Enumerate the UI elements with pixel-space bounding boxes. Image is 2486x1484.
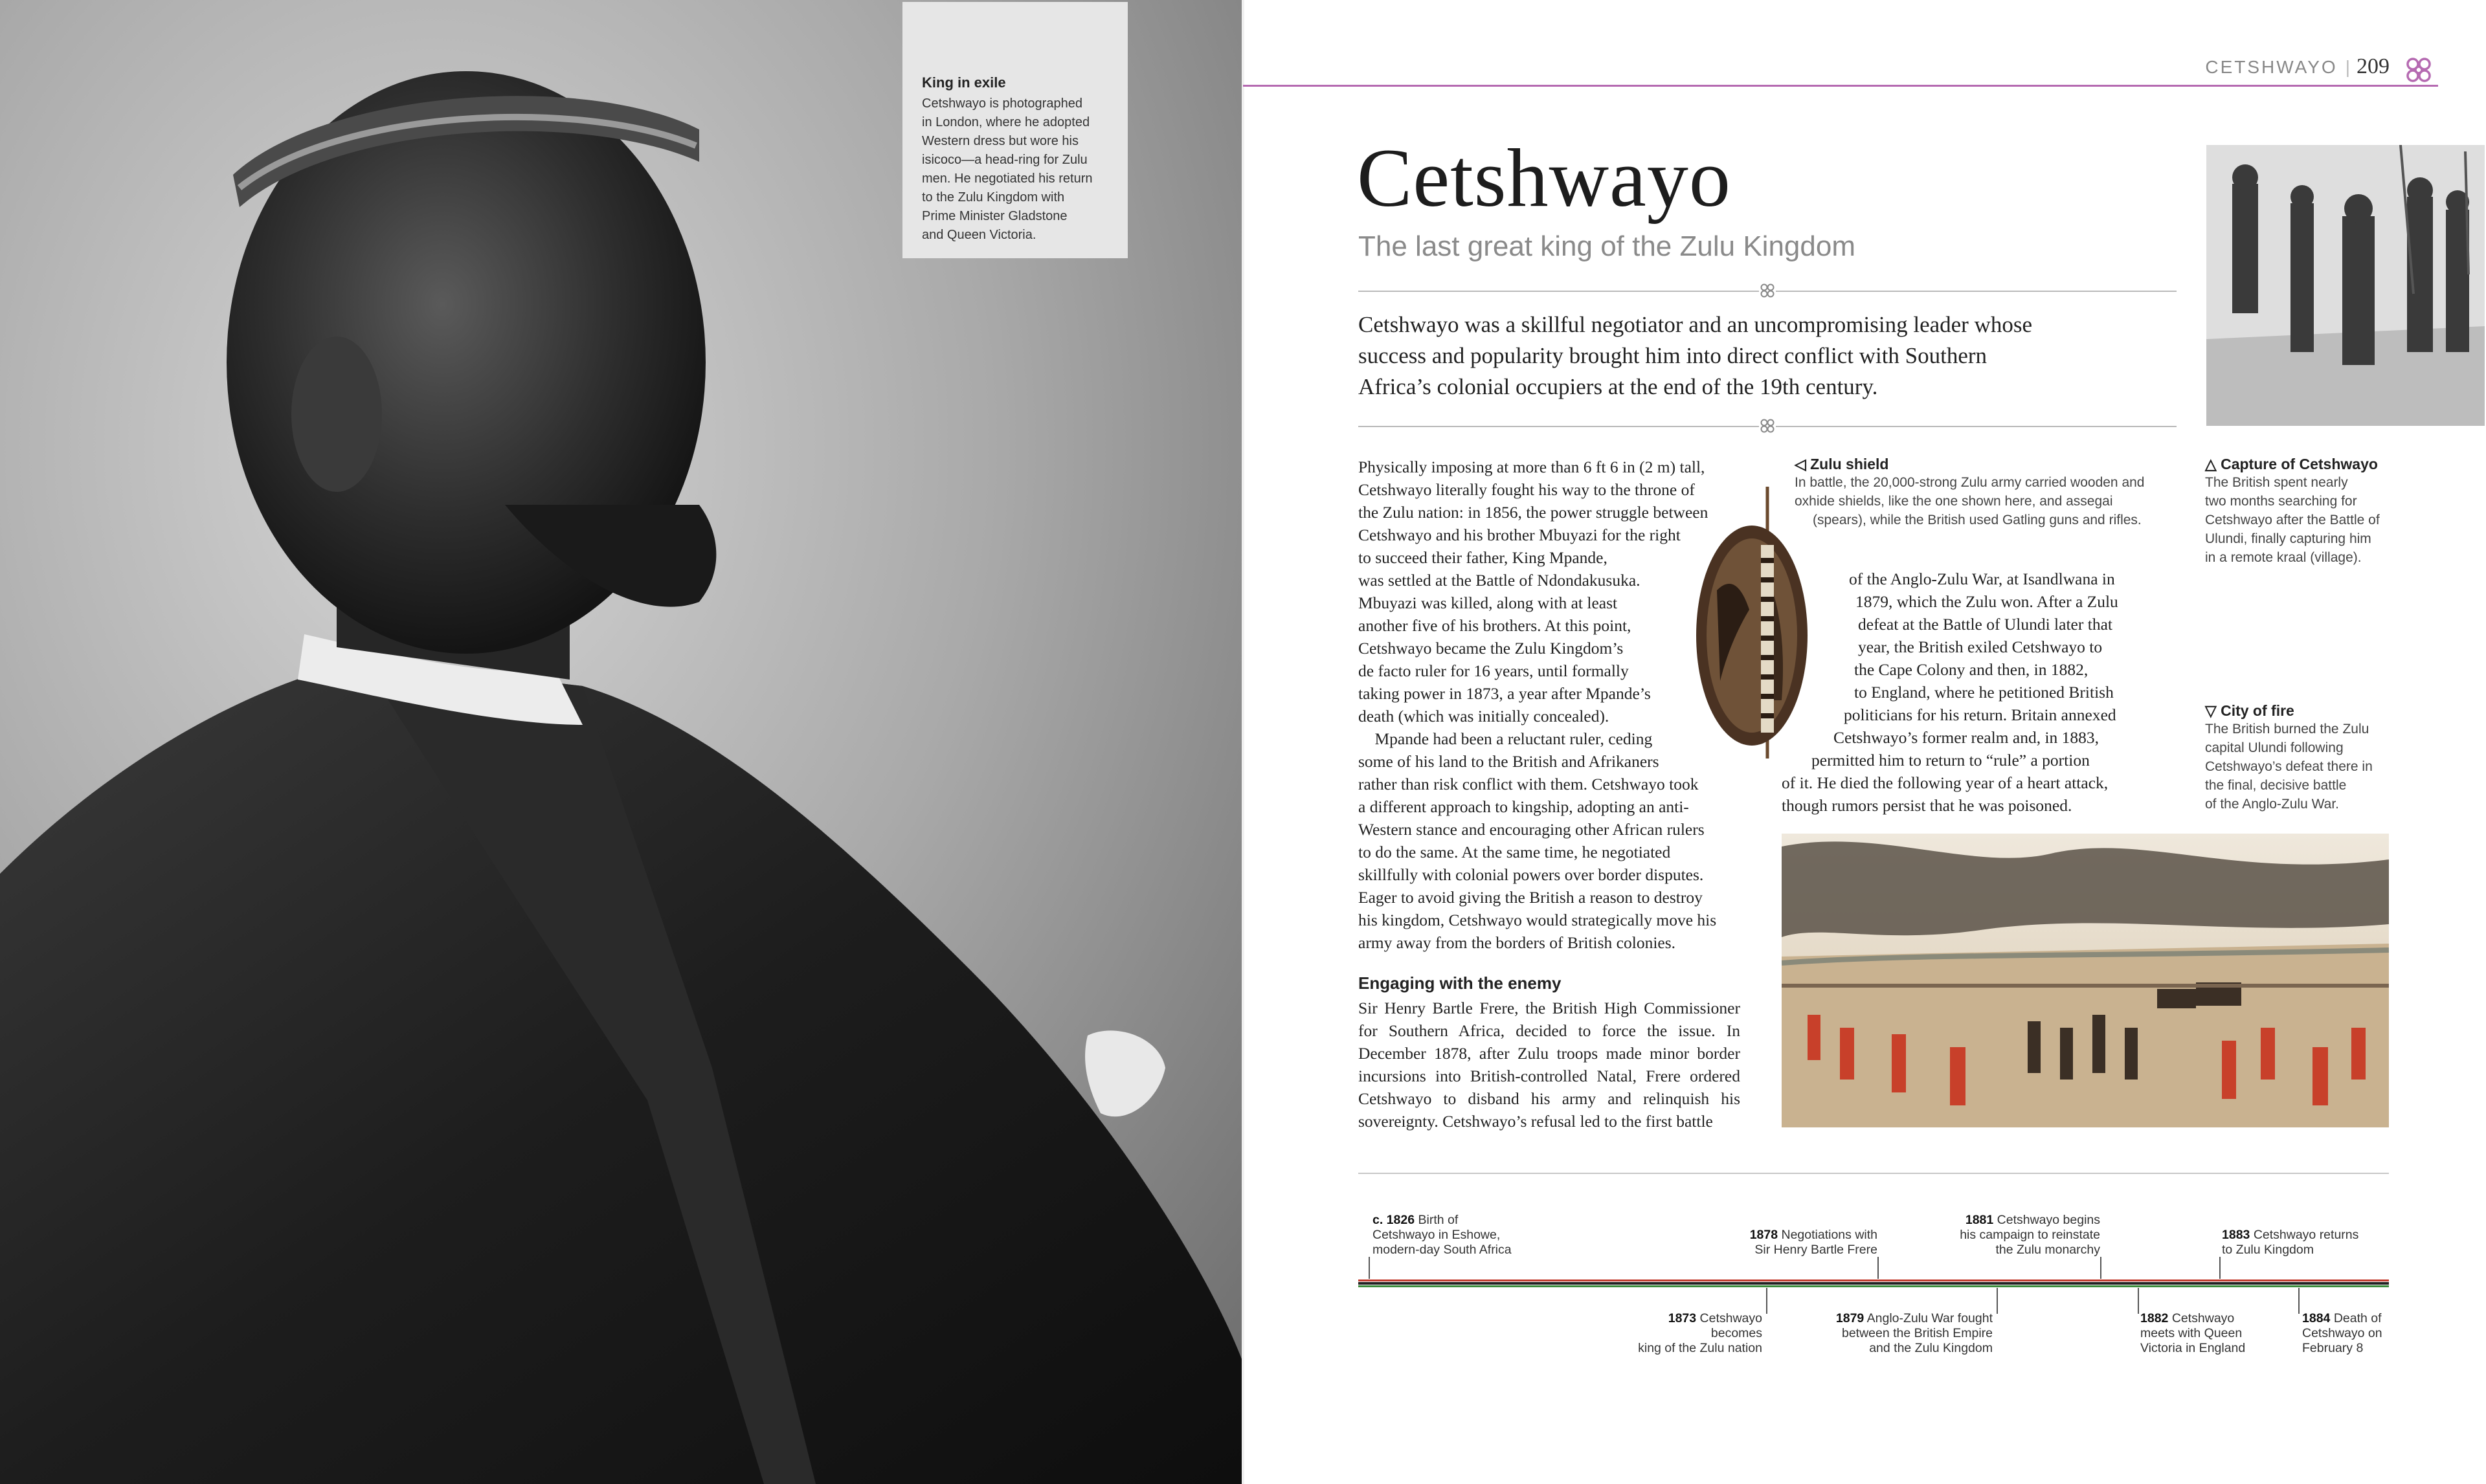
article-subtitle: The last great king of the Zulu Kingdom: [1358, 230, 1855, 262]
intro-line: Africa’s colonial occupiers at the end of the 19th century.: [1358, 374, 1878, 399]
timeline-text: Sir Henry Bartle Frere: [1754, 1243, 1877, 1257]
caption-line: to the Zulu Kingdom with: [922, 190, 1065, 205]
city-of-fire-caption-title: [2205, 702, 2393, 720]
photo-caption-box: [902, 2, 1128, 258]
running-head-text: CETSHWAYO: [2205, 57, 2338, 77]
timeline-tick: [2100, 1257, 2101, 1279]
body-line: of it. He died the following year of a heart attack,: [1782, 773, 2109, 792]
capture-caption: [2205, 456, 2393, 567]
body-line: the Zulu nation: in 1856, the power struggle between: [1358, 503, 1708, 522]
timeline-text: Anglo-Zulu War fought: [1866, 1311, 1993, 1325]
timeline-text: Cetshwayo: [2171, 1311, 2235, 1325]
caption-line: Western dress but wore his: [922, 134, 1079, 148]
timeline-text: the Zulu monarchy: [1995, 1243, 2100, 1257]
capture-caption-line: Ulundi, finally capturing him: [2205, 531, 2371, 546]
capture-caption-line: The British spent nearly: [2205, 475, 2348, 490]
body-line: for Southern Africa, decided to force the issue. In: [1358, 1021, 1740, 1040]
body-line: to England, where he petitioned British: [1854, 683, 2114, 702]
body-line: was settled at the Battle of Ndondakusuka.: [1358, 571, 1641, 590]
caption-line: Cetshwayo is photographed: [922, 96, 1082, 111]
body-column-1b: [1358, 997, 1740, 1133]
city-of-fire-image: [1782, 834, 2389, 1127]
body-line: Cetshwayo became the Zulu Kingdom’s: [1358, 639, 1624, 658]
header-rule: [1243, 85, 2438, 87]
timeline-text: February 8: [2302, 1341, 2364, 1355]
timeline-event: [1615, 1311, 1762, 1356]
timeline-event: [1835, 1311, 1993, 1356]
body-line: his kingdom, Cetshwayo would strategically move his: [1358, 911, 1717, 929]
photo-caption-text: [922, 94, 1116, 245]
timeline-year: 1873: [1668, 1311, 1697, 1325]
intro-paragraph: [1358, 309, 2161, 403]
section-subhead: Engaging with the enemy: [1358, 973, 1562, 993]
shield-caption-title-text: Zulu shield: [1810, 456, 1889, 472]
timeline-text: and the Zulu Kingdom: [1869, 1341, 1993, 1355]
timeline-text: Cetshwayo returns: [2253, 1228, 2359, 1242]
body-line: skillfully with colonial powers over border disputes.: [1358, 865, 1704, 884]
body-line: Western stance and encouraging other African rulers: [1358, 820, 1705, 839]
timeline-tick: [1369, 1257, 1370, 1279]
intro-line: success and popularity brought him into direct conflict with Southern: [1358, 343, 1988, 368]
timeline-text: Death of: [2333, 1311, 2382, 1325]
timeline-text: his campaign to reinstate: [1960, 1228, 2100, 1242]
city-of-fire-caption-line: of the Anglo-Zulu War.: [2205, 797, 2339, 812]
timeline-event: [1372, 1213, 1512, 1257]
timeline-text: modern-day South Africa: [1372, 1243, 1512, 1257]
body-line: some of his land to the British and Afrikaners: [1358, 752, 1659, 771]
timeline-tick: [1766, 1288, 1767, 1314]
timeline-text: king of the Zulu nation: [1638, 1341, 1762, 1355]
timeline-event: [1735, 1228, 1877, 1257]
timeline-year: 1882: [2140, 1311, 2169, 1325]
timeline-tick: [2138, 1288, 2139, 1314]
photo-caption-title: King in exile: [922, 74, 1006, 91]
capture-caption-title-text: Capture of Cetshwayo: [2221, 456, 2378, 472]
article-title: Cetshwayo: [1357, 132, 1731, 224]
capture-of-cetshwayo-image: [2206, 145, 2485, 426]
capture-caption-line: in a remote kraal (village).: [2205, 550, 2362, 565]
timeline-text: Victoria in England: [2140, 1341, 2246, 1355]
timeline-event: [2302, 1311, 2382, 1356]
timeline-year: 1884: [2302, 1311, 2331, 1325]
chapter-ornament-icon: [2404, 56, 2433, 84]
body-line: incursions into British-controlled Natal, Frere ordered: [1358, 1067, 1740, 1085]
timeline-text: between the British Empire: [1841, 1326, 1993, 1340]
body-line: permitted him to return to “rule” a portion: [1811, 751, 2090, 770]
timeline-text: to Zulu Kingdom: [2222, 1243, 2314, 1257]
body-column-2: [1782, 568, 2149, 817]
shield-caption-line: In battle, the 20,000-strong Zulu army carried wooden and: [1795, 475, 2145, 490]
body-line: sovereignty. Cetshwayo’s refusal led to the first battle: [1358, 1112, 1713, 1131]
timeline-text: Birth of: [1418, 1213, 1459, 1227]
body-line: defeat at the Battle of Ulundi later that: [1858, 615, 2112, 634]
timeline-year: 1883: [2222, 1228, 2250, 1242]
capture-caption-line: two months searching for: [2205, 494, 2357, 509]
body-line: to succeed their father, King Mpande,: [1358, 548, 1607, 567]
timeline-text: Cetshwayo begins: [1997, 1213, 2100, 1227]
left-arrow-icon: ◁: [1795, 456, 1806, 472]
body-line: Cetshwayo literally fought his way to the throne of: [1358, 480, 1695, 499]
timeline-text: Cetshwayo in Eshowe,: [1372, 1228, 1501, 1242]
body-line: taking power in 1873, a year after Mpande’s: [1358, 684, 1651, 703]
capture-caption-line: Cetshwayo after the Battle of: [2205, 513, 2380, 527]
body-line: Sir Henry Bartle Frere, the British High Commissioner: [1358, 999, 1740, 1017]
timeline-event: [1950, 1213, 2100, 1257]
body-line: another five of his brothers. At this point,: [1358, 616, 1631, 635]
timeline-event: [2140, 1311, 2245, 1356]
divider-ornament-icon: [1759, 417, 1776, 434]
timeline-top-rule: [1358, 1173, 2389, 1174]
body-line: a different approach to kingship, adopting an anti-: [1358, 797, 1689, 816]
timeline-bar: [1358, 1279, 2389, 1288]
timeline-text: Negotiations with: [1781, 1228, 1877, 1242]
timeline-year: 1881: [1965, 1213, 1994, 1227]
shield-caption: [1795, 456, 2164, 529]
timeline-tick: [1877, 1257, 1879, 1279]
body-line: Mpande had been a reluctant ruler, ceding: [1358, 729, 1653, 748]
caption-line: men. He negotiated his return: [922, 172, 1093, 186]
running-head-separator: |: [2345, 57, 2352, 77]
body-line: death (which was initially concealed).: [1358, 707, 1609, 725]
capture-caption-title: [2205, 456, 2393, 473]
body-line: politicians for his return. Britain annexed: [1844, 705, 2116, 724]
running-head: [2205, 57, 2360, 78]
city-of-fire-caption-line: The British burned the Zulu: [2205, 722, 2369, 736]
page-gutter: [1242, 0, 1244, 1484]
body-line: army away from the borders of British colonies.: [1358, 933, 1676, 952]
body-line: to do the same. At the same time, he negotiated: [1358, 843, 1671, 861]
shield-caption-line: (spears), while the British used Gatling guns and rifles.: [1813, 513, 2142, 527]
body-line: though rumors persist that he was poisoned.: [1782, 796, 2072, 815]
timeline-year: c. 1826: [1372, 1213, 1415, 1227]
timeline-text: Cetshwayo on: [2302, 1326, 2382, 1340]
body-line: 1879, which the Zulu won. After a Zulu: [1855, 592, 2118, 611]
body-line: Cetshwayo to disband his army and relinquish his: [1358, 1089, 1740, 1108]
body-line: Physically imposing at more than 6 ft 6 in (2 m) tall,: [1358, 458, 1705, 476]
timeline-tick: [1997, 1288, 1998, 1314]
body-line: de facto ruler for 16 years, until formally: [1358, 661, 1629, 680]
caption-line: in London, where he adopted: [922, 115, 1090, 129]
caption-line: isicoco—a head-ring for Zulu: [922, 153, 1088, 167]
up-arrow-icon: △: [2205, 456, 2217, 472]
shield-caption-title: [1795, 456, 2164, 473]
caption-line: Prime Minister Gladstone: [922, 209, 1068, 223]
timeline-text: Cetshwayo becomes: [1699, 1311, 1762, 1340]
shield-caption-line: oxhide shields, like the one shown here, and assegai: [1795, 494, 2113, 509]
divider-ornament-icon: [1759, 282, 1776, 299]
timeline-year: 1879: [1835, 1311, 1864, 1325]
timeline-event: [2222, 1228, 2358, 1257]
city-of-fire-caption: [2205, 702, 2393, 814]
body-line: Eager to avoid giving the British a reason to destroy: [1358, 888, 1703, 907]
portrait-photo: [0, 0, 1242, 1484]
body-line: year, the British exiled Cetshwayo to: [1858, 637, 2103, 656]
caption-line: and Queen Victoria.: [922, 228, 1036, 242]
city-of-fire-caption-title-text: City of fire: [2221, 702, 2294, 719]
down-arrow-icon: ▽: [2205, 702, 2217, 719]
body-line: of the Anglo-Zulu War, at Isandlwana in: [1849, 570, 2115, 588]
body-line: Mbuyazi was killed, along with at least: [1358, 593, 1618, 612]
body-line: Cetshwayo’s former realm and, in 1883,: [1833, 728, 2100, 747]
timeline-text: meets with Queen: [2140, 1326, 2243, 1340]
city-of-fire-caption-line: capital Ulundi following: [2205, 740, 2344, 755]
city-of-fire-caption-line: Cetshwayo’s defeat there in: [2205, 759, 2373, 774]
body-line: Cetshwayo and his brother Mbuyazi for the right: [1358, 526, 1681, 544]
page-number: 209: [2357, 54, 2390, 78]
body-column-1: [1358, 456, 1740, 954]
timeline-year: 1878: [1749, 1228, 1778, 1242]
timeline-tick: [2298, 1288, 2300, 1314]
intro-line: Cetshwayo was a skillful negotiator and an uncompromising leader whose: [1358, 312, 2033, 337]
body-line: December 1878, after Zulu troops made minor border: [1358, 1044, 1740, 1063]
city-of-fire-caption-line: the final, decisive battle: [2205, 778, 2347, 793]
body-line: rather than risk conflict with them. Cetshwayo took: [1358, 775, 1699, 793]
body-line: the Cape Colony and then, in 1882,: [1854, 660, 2088, 679]
timeline-tick: [2219, 1257, 2221, 1279]
